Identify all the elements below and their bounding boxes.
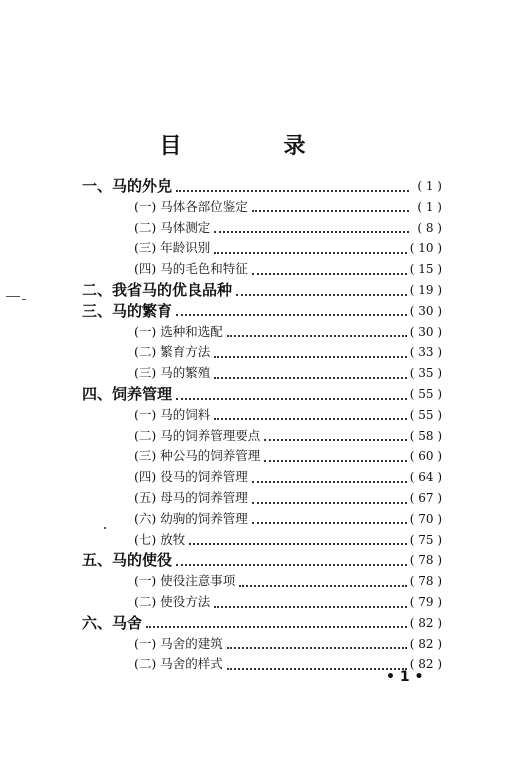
entry-title: (二) 马体测定 — [134, 219, 211, 235]
scan-mark — [22, 299, 26, 300]
entry-page-number: ( 75 ) — [409, 532, 442, 547]
toc-section-entry[interactable] — [134, 259, 442, 279]
toc-chapter-entry[interactable] — [82, 550, 442, 570]
dot-leader — [264, 438, 407, 441]
entry-title: (四) 马的毛色和特征 — [134, 261, 248, 277]
toc-section-entry[interactable] — [134, 571, 442, 591]
entry-page-number: ( 35 ) — [409, 366, 442, 381]
toc-chapter-entry[interactable] — [82, 280, 442, 300]
page-title: 目 录 — [159, 134, 346, 159]
toc-section-entry[interactable] — [134, 218, 442, 238]
dot-leader — [227, 667, 407, 670]
dot-leader — [176, 313, 407, 316]
entry-title: (二) 马的饲养管理要点 — [134, 427, 261, 443]
entry-title: (一) 使役注意事项 — [134, 573, 236, 589]
toc-section-entry[interactable] — [134, 530, 442, 550]
entry-page-number: ( 15 ) — [409, 262, 442, 277]
dot-leader — [252, 209, 409, 212]
entry-page-number: ( 55 ) — [409, 387, 442, 401]
entry-title: (三) 马的繁殖 — [134, 365, 211, 381]
dot-leader — [214, 355, 407, 358]
entry-title: (一) 马体各部位鉴定 — [134, 198, 248, 214]
toc-section-entry[interactable] — [134, 634, 442, 654]
entry-title: (一) 马舍的建筑 — [134, 635, 223, 651]
entry-page-number: ( 1 ) — [417, 199, 442, 214]
dot-leader — [252, 501, 407, 504]
dot-leader — [252, 272, 407, 275]
toc-section-entry[interactable] — [134, 446, 442, 466]
entry-page-number: ( 30 ) — [409, 324, 442, 339]
entry-title: (五) 母马的饲养管理 — [134, 490, 248, 505]
entry-title: (三) 年龄识别 — [134, 240, 211, 256]
toc-section-entry[interactable] — [134, 405, 442, 425]
entry-title: (七) 放牧 — [134, 531, 186, 547]
dot-leader — [176, 189, 409, 192]
toc-section-entry[interactable] — [134, 363, 442, 383]
toc-section-entry[interactable] — [134, 592, 442, 612]
dot-leader — [252, 521, 407, 524]
dot-leader — [236, 293, 407, 296]
entry-title: 四、饲养管理 — [82, 385, 173, 403]
toc-section-entry[interactable] — [134, 342, 442, 362]
entry-page-number: ( 70 ) — [409, 511, 442, 526]
dot-leader — [214, 376, 407, 379]
dot-leader — [214, 417, 407, 420]
toc-section-entry[interactable] — [134, 509, 442, 529]
toc-section-entry[interactable] — [134, 467, 442, 487]
entry-title: 五、马的使役 — [82, 551, 173, 570]
entry-title: (六) 幼驹的饲养管理 — [134, 510, 248, 526]
entry-page-number: ( 60 ) — [409, 449, 442, 464]
entry-title: (二) 马舍的样式 — [134, 656, 223, 672]
dot-leader — [176, 563, 407, 566]
entry-title: 三、马的繁育 — [82, 301, 173, 320]
entry-title: (一) 马的饲料 — [134, 406, 211, 422]
dot-leader — [239, 584, 407, 587]
entry-page-number: ( 79 ) — [409, 595, 442, 609]
entry-page-number: ( 33 ) — [409, 345, 442, 360]
entry-page-number: ( 19 ) — [409, 283, 442, 297]
toc-chapter-entry[interactable] — [82, 301, 442, 321]
entry-page-number: ( 67 ) — [409, 491, 442, 505]
entry-page-number: ( 55 ) — [409, 407, 442, 422]
entry-page-number: ( 8 ) — [417, 220, 442, 235]
entry-page-number: ( 78 ) — [409, 553, 442, 568]
toc-section-entry[interactable] — [134, 488, 442, 508]
dot-leader — [146, 625, 407, 628]
toc-chapter-entry[interactable] — [82, 384, 442, 404]
entry-title: 一、马的外皃 — [82, 177, 173, 195]
entry-page-number: ( 10 ) — [409, 241, 442, 256]
dot-leader — [227, 334, 407, 337]
entry-page-number: ( 58 ) — [409, 428, 442, 443]
toc-section-entry[interactable] — [134, 238, 442, 258]
toc-chapter-entry[interactable] — [82, 176, 442, 196]
entry-page-number: ( 64 ) — [409, 470, 442, 485]
scan-mark — [6, 296, 20, 297]
entry-page-number: ( 82 ) — [409, 615, 442, 630]
entry-page-number: ( 82 ) — [409, 657, 442, 672]
entry-title: 二、我省马的优良品种 — [82, 281, 233, 299]
entry-title: (一) 选种和选配 — [134, 323, 223, 339]
dot-leader — [214, 230, 409, 233]
dot-leader — [227, 646, 407, 649]
dot-leader — [214, 251, 407, 254]
entry-title: 六、马舍 — [82, 613, 143, 632]
entry-title: (三) 种公马的饲养管理 — [134, 448, 261, 464]
entry-title: (二) 使役方法 — [134, 594, 211, 609]
dot-leader — [189, 542, 407, 545]
dot-leader — [252, 480, 407, 483]
entry-title: (二) 繁育方法 — [134, 344, 211, 360]
scan-mark — [104, 527, 106, 529]
dot-leader — [176, 397, 407, 400]
dot-leader — [214, 605, 407, 608]
page-number: • 1 • — [386, 669, 424, 685]
dot-leader — [264, 459, 407, 462]
toc-chapter-entry[interactable] — [82, 613, 442, 633]
entry-page-number: ( 30 ) — [409, 303, 442, 318]
entry-page-number: ( 82 ) — [409, 636, 442, 651]
entry-page-number: ( 1 ) — [417, 179, 442, 193]
entry-page-number: ( 78 ) — [409, 574, 442, 589]
entry-title: (四) 役马的饲养管理 — [134, 469, 248, 485]
toc-section-entry[interactable] — [134, 426, 442, 446]
toc-section-entry[interactable] — [134, 197, 442, 217]
toc-section-entry[interactable] — [134, 322, 442, 342]
